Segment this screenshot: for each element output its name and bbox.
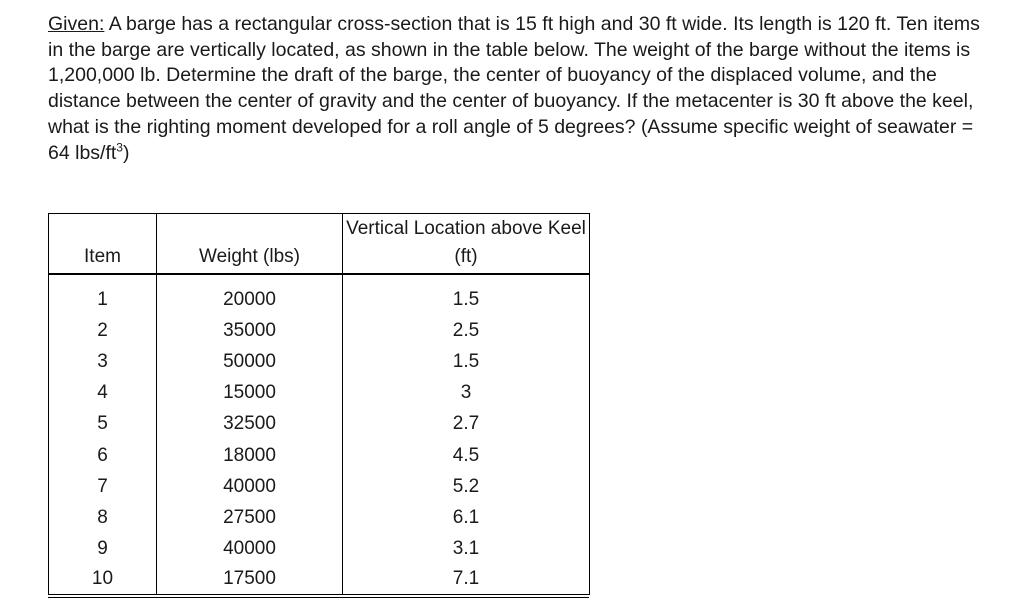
location-cell: 2.5 [343, 315, 590, 346]
item-cell: 2 [49, 315, 157, 346]
item-cell: 3 [49, 346, 157, 377]
table-row [49, 471, 590, 502]
weight-cell: 35000 [157, 315, 343, 346]
location-cell: 3 [343, 378, 590, 409]
location-cell: 1.5 [343, 346, 590, 377]
item-cell: 4 [49, 378, 157, 409]
items-table [48, 213, 590, 595]
weight-cell: 40000 [157, 471, 343, 502]
table-bottom-rule [48, 597, 589, 598]
weight-cell: 40000 [157, 534, 343, 565]
location-cell: 6.1 [343, 502, 590, 533]
header-vertical-location: Vertical Location above Keel (ft) [343, 214, 590, 275]
exponent: 3 [116, 140, 123, 155]
item-cell: 6 [49, 440, 157, 471]
table-row [49, 274, 590, 315]
location-cell: 4.5 [343, 440, 590, 471]
weight-cell: 15000 [157, 378, 343, 409]
table-row [49, 502, 590, 533]
table-row [49, 378, 590, 409]
table-header-row [49, 214, 590, 275]
location-cell: 1.5 [343, 274, 590, 315]
weight-cell: 50000 [157, 346, 343, 377]
weight-cell: 18000 [157, 440, 343, 471]
item-cell: 10 [49, 565, 157, 595]
weight-cell: 20000 [157, 274, 343, 315]
table-row [49, 346, 590, 377]
header-weight: Weight (lbs) [157, 214, 343, 275]
item-cell: 8 [49, 502, 157, 533]
item-cell: 1 [49, 274, 157, 315]
table-row [49, 315, 590, 346]
table-row [49, 565, 590, 595]
item-cell: 9 [49, 534, 157, 565]
location-cell: 3.1 [343, 534, 590, 565]
weight-cell: 27500 [157, 502, 343, 533]
given-label: Given: [48, 13, 105, 35]
location-cell: 7.1 [343, 565, 590, 595]
problem-closing: ) [122, 141, 130, 164]
item-cell: 5 [49, 409, 157, 440]
item-cell: 7 [49, 471, 157, 502]
weight-cell: 17500 [157, 565, 343, 595]
table-row [49, 409, 590, 440]
problem-statement [48, 12, 998, 166]
problem-text: A barge has a rectangular cross-section that is 15 ft high and 30 ft wide. Its length is 120 ft. Ten items in the barge are vertically located, as shown in the table below. The weight of the barge without the items is 1,200,000 lb. Determine the draft of the barge, the center of buoyancy of the displaced volume, and the distance between the center of gravity and the center of buoyancy. If the metacenter is 30 ft above the keel, what is the righting moment developed for a roll angle of 5 degrees? (Assume specific weight of seawater = 64 lbs/ft [48, 13, 980, 164]
location-cell: 5.2 [343, 471, 590, 502]
table-row [49, 440, 590, 471]
weight-cell: 32500 [157, 409, 343, 440]
table-row [49, 534, 590, 565]
location-cell: 2.7 [343, 409, 590, 440]
header-item: Item [49, 214, 157, 275]
